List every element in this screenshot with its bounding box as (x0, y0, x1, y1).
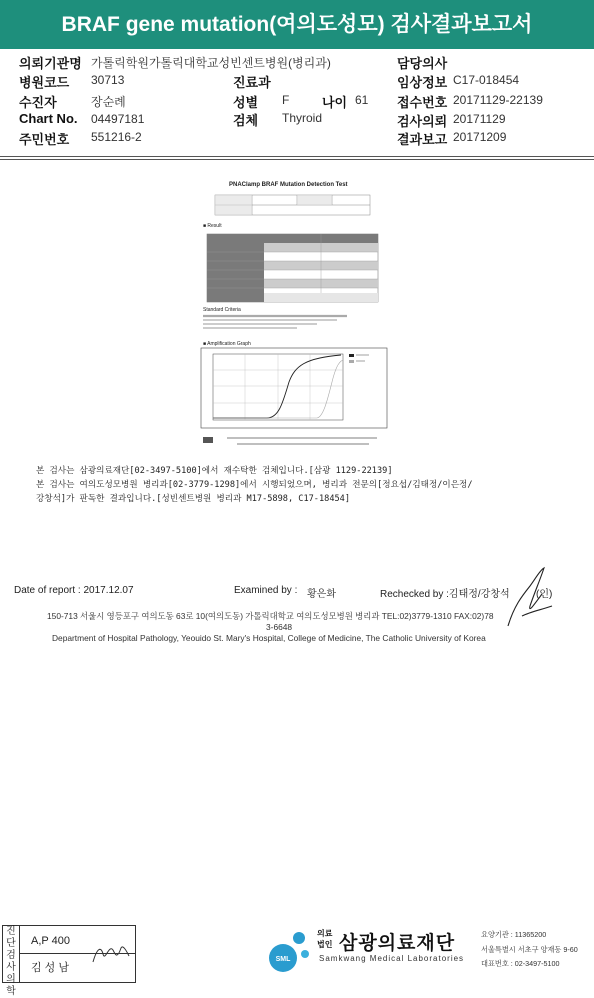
patient-label: 수진자 (19, 95, 57, 110)
request-label: 검사의뢰 (397, 114, 448, 129)
rechecked-by: Rechecked by :김태정/강창석 (380, 589, 510, 600)
report-date-value: 20171209 (453, 130, 507, 144)
criteria-heading: Standard Criteria (203, 307, 241, 313)
approval-stamp (2, 925, 136, 997)
comment-line-3: 강창석]가 판독한 결과입니다.[성빈센트병원 병리과 M17-5898, C17-18454] (36, 494, 351, 504)
embedded-title: PNAClamp BRAF Mutation Detection Test (229, 182, 348, 188)
request-value: 20171129 (453, 112, 506, 126)
divider-top (0, 156, 594, 157)
sex-label: 성별 (233, 95, 259, 110)
lab-tel: 대표번호 : 02-3497-5100 (481, 959, 560, 968)
lab-prefix-1: 의료 (317, 929, 333, 938)
age-value: 61 (355, 93, 369, 107)
specimen-label: 검체 (233, 113, 259, 128)
report-date: Date of report : 2017.12.07 (14, 585, 134, 596)
doctor-label: 담당의사 (397, 56, 448, 71)
graph-heading: ■ Amplification Graph (203, 341, 251, 347)
report-title: BRAF gene mutation(여의도성모) 검사결과보고서 (0, 0, 594, 49)
divider-bottom (0, 159, 594, 160)
lab-address: 서울특별시 서초구 양재동 9-60 (481, 945, 578, 954)
lab-name-english: Samkwang Medical Laboratories (319, 954, 465, 963)
clinical-value: C17-018454 (453, 73, 520, 87)
resident-label: 주민번호 (19, 132, 70, 147)
embedded-test-report (197, 182, 393, 452)
lab-code: 요양기관 : 11365200 (481, 930, 547, 939)
lab-prefix-2: 법인 (317, 940, 333, 949)
stamp-row-2: 김 성 남 (31, 962, 69, 974)
dept-label: 진료과 (233, 75, 271, 90)
patient-info (0, 49, 594, 154)
comment-line-2: 본 검사는 여의도성모병원 병리과[02-3779-1298]에서 시행되었으며, 병리과 전문의[정요섭/김태정/이은정/ (36, 480, 473, 490)
chart-value: 04497181 (91, 112, 145, 126)
examined-by-label: Examined by : (234, 585, 298, 596)
hospital-code-label: 병원코드 (19, 75, 70, 90)
comment-line-1: 본 검사는 삼광의료재단[02-3497-5100]에서 재수탁한 검체입니다.[삼광 1129-22139] (36, 466, 393, 476)
resident-value: 551216-2 (91, 130, 142, 144)
specimen-value: Thyroid (282, 111, 323, 125)
lab-name-korean: 삼광의료재단 (339, 933, 456, 954)
sml-logo-text: SML (275, 956, 291, 963)
receipt-value: 20171129-22139 (453, 93, 543, 107)
handwritten-signature (500, 566, 560, 636)
hospital-code-value: 30713 (91, 73, 125, 87)
patient-value: 장순례 (91, 95, 126, 109)
sml-logo-icon (267, 930, 311, 974)
institution-label: 의뢰기관명 (19, 56, 82, 71)
sex-value: F (282, 93, 290, 107)
seal-mark: (인) (536, 589, 553, 600)
result-heading: ■ Result (203, 223, 222, 229)
embedded-report-graphic (197, 182, 393, 452)
stamp-signature (91, 940, 131, 970)
address-english: Department of Hospital Pathology, Yeouido St. Mary's Hospital, College of Medicine, The Catholic University of Korea (52, 633, 486, 643)
institution-value: 가톨릭학원가톨릭대학교성빈센트병원(병리과) (91, 56, 331, 70)
report-comment (36, 464, 556, 506)
address-korean-cont: 3-6648 (266, 622, 293, 632)
report-date-label: 결과보고 (397, 132, 448, 147)
address-korean: 150-713 서울시 영등포구 여의도동 63로 10(여의도동) 가톨릭대학교 여의도성모병원 병리과 TEL:02)3779-1310 FAX:02)78 (47, 611, 494, 621)
stamp-side-label: 진단검사의학 (3, 926, 20, 982)
stamp-row-1: A,P 400 (31, 935, 70, 947)
age-label: 나이 (322, 95, 348, 110)
receipt-label: 접수번호 (397, 95, 448, 110)
clinical-label: 임상정보 (397, 75, 448, 90)
examined-by-name: 황은화 (307, 589, 336, 600)
chart-label: Chart No. (19, 111, 78, 126)
